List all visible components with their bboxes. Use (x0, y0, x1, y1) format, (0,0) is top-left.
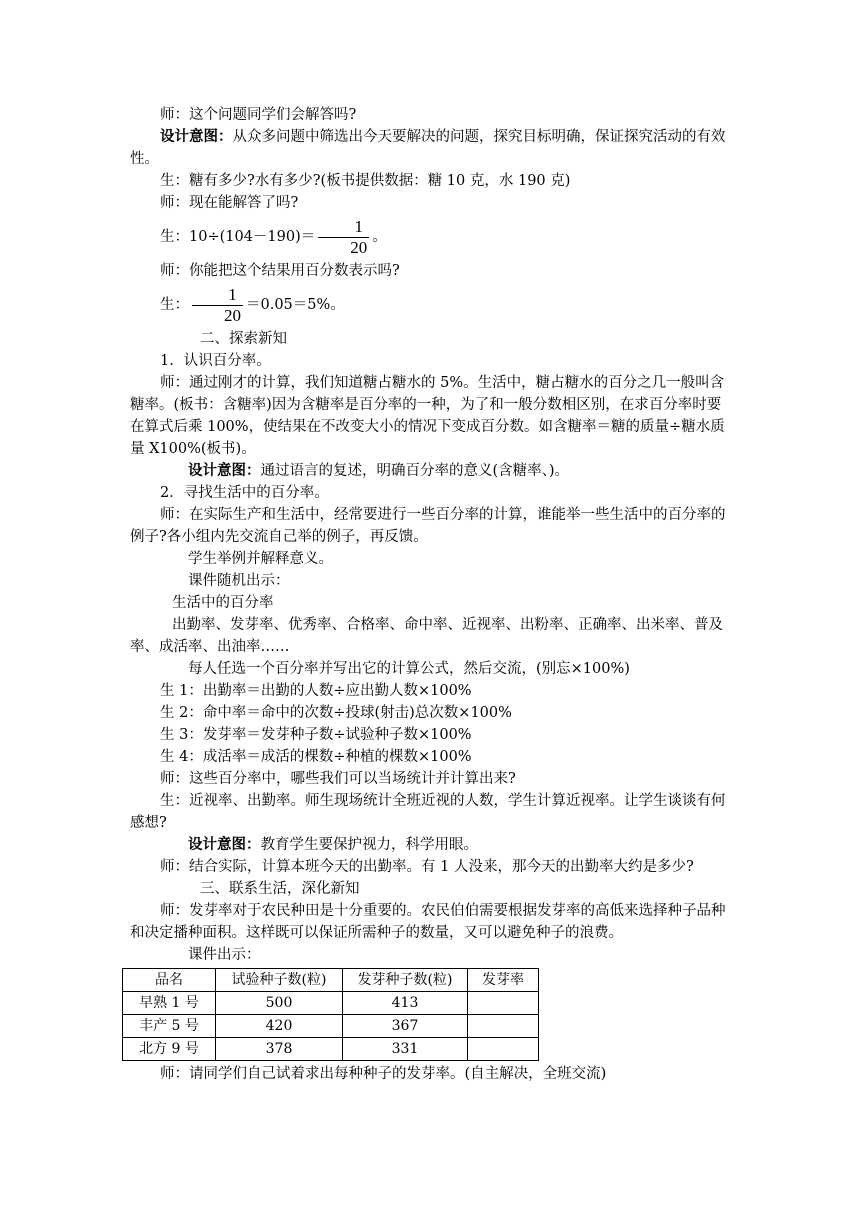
design-intent-paragraph (130, 460, 730, 482)
paragraph: 学生举例并解释意义。 (188, 551, 333, 567)
paragraph: 每人任选一个百分率并写出它的计算公式，然后交流，(别忘×100%) (188, 661, 630, 677)
table-cell: 丰产 5 号 (123, 1015, 216, 1038)
table-header-row (123, 969, 539, 992)
paragraph: 师：这些百分率中，哪些我们可以当场统计并计算出来? (160, 771, 516, 787)
design-intent-text: 通过语言的复述，明确百分率的意义(含糖率、)。 (260, 463, 570, 479)
paragraph: 师：在实际生产和生活中，经常要进行一些百分率的计算，谁能举一些生活中的百分率的例子?各小组内先交流自己举的例子，再反馈。 (130, 507, 726, 545)
section-heading: 二、探索新知 (200, 331, 287, 347)
formula-line: 生 2：命中率＝命中的次数÷投球(射击)总次数×100% (160, 705, 512, 721)
design-intent-label: 设计意图： (160, 128, 233, 145)
paragraph: 生：糖有多少?水有多少?(板书提供数据：糖 10 克，水 190 克) (160, 173, 571, 189)
equation-text: 生： (160, 297, 189, 313)
table-row (123, 1038, 539, 1061)
paragraph: 师：发芽率对于农民种田是十分重要的。农民伯伯需要根据发芽率的高低来选择种子品种和决定播种面积。这样既可以保证所需种子的数量，又可以避免种子的浪费。 (130, 903, 726, 941)
list-title: 生活中的百分率 (172, 595, 274, 611)
subsection-heading: 1．认识百分率。 (160, 353, 271, 369)
equation-text: ＝0.05＝5%。 (246, 297, 345, 313)
fraction (318, 217, 369, 258)
paragraph: 课件出示： (188, 947, 261, 963)
paragraph: 生：近视率、出勤率。师生现场统计全班近视的人数，学生计算近视率。让学生谈谈有何感想? (130, 793, 726, 831)
formula-line: 生 3：发芽率＝发芽种子数÷试验种子数×100% (160, 727, 472, 743)
table-cell: 早熟 1 号 (123, 992, 216, 1015)
rate-list (130, 614, 730, 658)
section-heading: 三、联系生活，深化新知 (200, 881, 360, 897)
formula-line: 生 4：成活率＝成活的棵数÷种植的棵数×100% (160, 749, 472, 765)
table-header-cell: 发芽率 (468, 969, 539, 992)
table-cell: 420 (216, 1015, 343, 1038)
equation-text: 。 (372, 229, 387, 245)
paragraph: 师：结合实际，计算本班今天的出勤率。有 1 人没来，那今天的出勤率大约是多少? (160, 859, 694, 875)
table-cell: 北方 9 号 (123, 1038, 216, 1061)
fraction-denominator: 20 (350, 237, 368, 257)
equation-text: 生：10÷(104－190)＝ (160, 229, 316, 245)
fraction-numerator: 1 (192, 285, 243, 306)
rate-list-text: 出勤率、发芽率、优秀率、合格率、命中率、近视率、出粉率、正确率、出米率、普及率、成活率、出油率…… (130, 617, 723, 655)
subsection-heading: 2．寻找生活中的百分率。 (160, 485, 329, 501)
table-cell: 413 (343, 992, 468, 1015)
table-row (123, 992, 539, 1015)
table-cell (468, 992, 539, 1015)
table-header-cell: 品名 (123, 969, 216, 992)
table-cell (468, 1015, 539, 1038)
fraction-numerator: 1 (318, 217, 369, 238)
table-cell: 331 (343, 1038, 468, 1061)
paragraph: 课件随机出示： (188, 573, 290, 589)
table-header-cell: 发芽种子数(粒) (343, 969, 468, 992)
design-intent-text: 教育学生要保护视力，科学用眼。 (260, 837, 478, 853)
design-intent-paragraph (130, 126, 730, 170)
equation-line (130, 214, 730, 260)
fraction (192, 285, 243, 326)
equation-line (130, 282, 730, 328)
table-header-cell: 试验种子数(粒) (216, 969, 343, 992)
table-cell: 378 (216, 1038, 343, 1061)
formula-line: 生 1：出勤率＝出勤的人数÷应出勤人数×100% (160, 683, 472, 699)
table-cell: 500 (216, 992, 343, 1015)
design-intent-text: 从众多问题中筛选出今天要解决的问题，探究目标明确，保证探究活动的有效性。 (130, 129, 726, 167)
germination-table (122, 968, 539, 1061)
paragraph: 师：现在能解答了吗? (160, 195, 299, 211)
design-intent-label: 设计意图： (188, 462, 261, 479)
design-intent-paragraph (130, 834, 730, 856)
paragraph: 师：请同学们自己试着求出每种种子的发芽率。(自主解决，全班交流) (160, 1066, 607, 1082)
table-cell: 367 (343, 1015, 468, 1038)
document-body (130, 104, 730, 1085)
table-cell (468, 1038, 539, 1061)
paragraph: 师：你能把这个结果用百分数表示吗? (160, 263, 400, 279)
fraction-denominator: 20 (224, 305, 241, 325)
paragraph: 师：这个问题同学们会解答吗? (160, 107, 357, 123)
paragraph: 师：通过刚才的计算，我们知道糖占糖水的 5%。生活中，糖占糖水的百分之几一般叫含糖率。(板书：含糖率)因为含糖率是百分率的一种，为了和一般分数相区别，在求百分率时要在算式后乘 100%，使结果在不改变大小的情况下变成百分数。如含糖率＝糖的质量÷糖水质量 X100%(板书)。 (130, 375, 725, 457)
table-row (123, 1015, 539, 1038)
design-intent-label: 设计意图： (188, 836, 261, 853)
